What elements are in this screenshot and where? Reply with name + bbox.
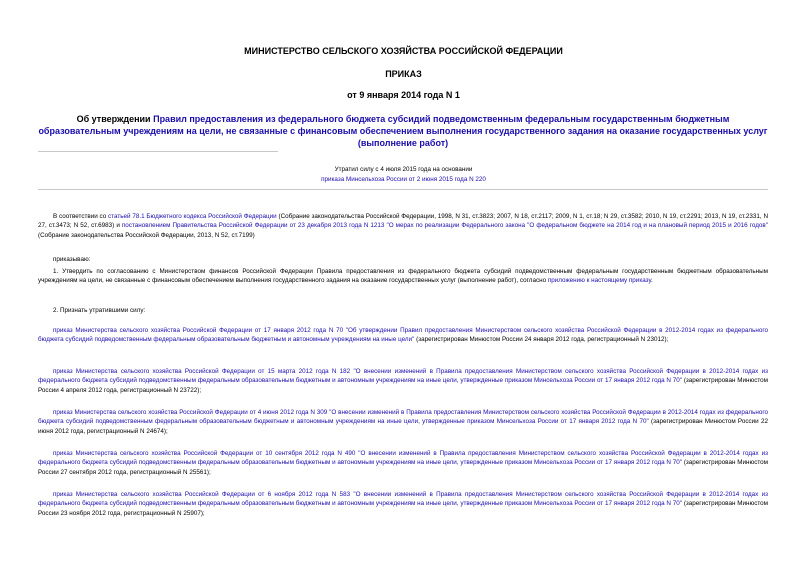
- item-1: [38, 267, 768, 286]
- repealed-tail: (зарегистрирован Минюстом России 27 сентября 2012 года, регистрационный N 25561);: [38, 459, 768, 476]
- government-decree-link[interactable]: постановлением Правительства Российской Федерации от 23 декабря 2013 года N 1213 "О мерах по реализации Федерального закона "О федеральном бюджете на 2014 год и на плановый период 2015 и 2016 годов": [121, 222, 768, 230]
- repealed-tail: (зарегистрирован Минюстом России 23 ноября 2012 года, регистрационный N 25907);: [38, 500, 768, 517]
- repealed-item: [38, 408, 768, 436]
- preamble-paragraph: [38, 212, 768, 240]
- rules-link[interactable]: Правил предоставления из федерального бюджета субсидий подведомственным федеральным государственным бюджетным образовательным учреждениям на цели, не связанные с финансовым обеспечением выполнения государственного задания на оказание государственных услуг (выполнение работ): [38, 114, 768, 148]
- repealed-order-link[interactable]: приказ Министерства сельского хозяйства Российской Федерации от 10 сентября 2012 года N 490 "О внесении изменений в Правила предоставления Министерством сельского хозяйства Российской Федерации в 2012-2014 годах из федерального бюджета субсидий подведомственным федеральным образовательным бюджетным и автономным учреждениям на иные цели, утвержденные приказом Минсельхоза России от 17 января 2012 года N 70": [38, 450, 768, 467]
- item-2: 2. Признать утратившими силу:: [53, 307, 146, 314]
- item-1-end: .: [651, 277, 653, 285]
- repealed-tail: (зарегистрирован Минюстом России 4 апреля 2012 года, регистрационный N 23722);: [38, 377, 768, 394]
- repealed-tail: (зарегистрирован Минюстом России 22 июня 2012 года, регистрационный N 24674);: [38, 418, 768, 435]
- repealed-item: [38, 449, 768, 477]
- preamble-text: (Собрание законодательства Российской Федерации, 1998, N 31, ст.3823; 2007, N 18, ст.2117; 2009, N 1, ст.18; N 29, ст.3582; 2010, N 19, ст.2291; 2013, N 19, ст.2331, N 27, ст.3473; N 52, ст.6983) и: [38, 213, 768, 230]
- subject-prefix: Об утверждении: [76, 114, 154, 124]
- appendix-link[interactable]: приложению к настоящему приказу: [547, 277, 651, 285]
- item-1-text: 1. Утвердить по согласованию с Министерством финансов Российской Федерации Правила предоставления из федерального бюджета субсидий подведомственным федеральным государственным бюджетным образовательным учреждениям на цели, не связанные с финансовым обеспечением выполнения государственного задания на оказание государственных услуг (выполнение работ), согласно: [38, 268, 768, 285]
- document-date-number: от 9 января 2014 года N 1: [347, 90, 460, 100]
- repealed-item: [38, 326, 768, 345]
- repealed-item: [38, 490, 768, 518]
- document-subject: [38, 113, 768, 149]
- divider: [38, 189, 768, 190]
- repeal-order-link[interactable]: приказа Минсельхоза России от 2 июня 2015 года N 220: [321, 176, 486, 183]
- repealed-order-link[interactable]: приказ Министерства сельского хозяйства Российской Федерации от 17 января 2012 года N 70 "Об утверждении Правил предоставления Министерством сельского хозяйства Российской Федерации в 2012-2014 годах из федерального бюджета субсидий подведомственным федеральным образовательным бюджетным и автономным учреждениям на иные цели": [38, 327, 768, 344]
- ministry-heading: МИНИСТЕРСТВО СЕЛЬСКОГО ХОЗЯЙСТВА РОССИЙСКОЙ ФЕДЕРАЦИИ: [244, 46, 563, 56]
- repealed-order-link[interactable]: приказ Министерства сельского хозяйства Российской Федерации от 4 июня 2012 года N 309 "О внесении изменений в Правила предоставления Министерством сельского хозяйства Российской Федерации в 2012-2014 годах из федерального бюджета субсидий подведомственным федеральным образовательным бюджетным и автономным учреждениям на иные цели, утвержденные приказом Минсельхоза России от 17 января 2012 года N 70": [38, 409, 768, 426]
- divider: [38, 151, 278, 152]
- preamble-text: (Собрание законодательства Российской Федерации, 2013, N 52, ст.7199): [38, 231, 255, 239]
- repealed-order-link[interactable]: приказ Министерства сельского хозяйства Российской Федерации от 6 ноября 2012 года N 583 "О внесении изменений в Правила предоставления Министерством сельского хозяйства Российской Федерации в 2012-2014 годах из федерального бюджета субсидий подведомственным федеральным образовательным бюджетным и автономным учреждениям на иные цели, утвержденные приказом Минсельхоза России от 17 января 2012 года N 70": [38, 491, 768, 508]
- repealed-tail: (зарегистрирован Минюстом России 24 января 2012 года, регистрационный N 23012);: [414, 336, 669, 344]
- order-word: приказываю:: [53, 256, 91, 263]
- budget-code-link[interactable]: статьей 78.1 Бюджетного кодекса Российской Федерации: [108, 213, 277, 220]
- preamble-text: В соответствии со: [53, 213, 109, 220]
- lost-force-note: Утратил силу с 4 июля 2015 года на основании: [334, 166, 473, 173]
- repealed-item: [38, 367, 768, 395]
- document-type: ПРИКАЗ: [385, 69, 422, 79]
- repealed-order-link[interactable]: приказ Министерства сельского хозяйства Российской Федерации от 15 марта 2012 года N 182 "О внесении изменений в Правила предоставления Министерством сельского хозяйства Российской Федерации в 2012-2014 годах из федерального бюджета субсидий подведомственным федеральным образовательным бюджетным и автономным учреждениям на иные цели, утвержденные приказом Минсельхоза России от 17 января 2012 года N 70": [38, 368, 768, 385]
